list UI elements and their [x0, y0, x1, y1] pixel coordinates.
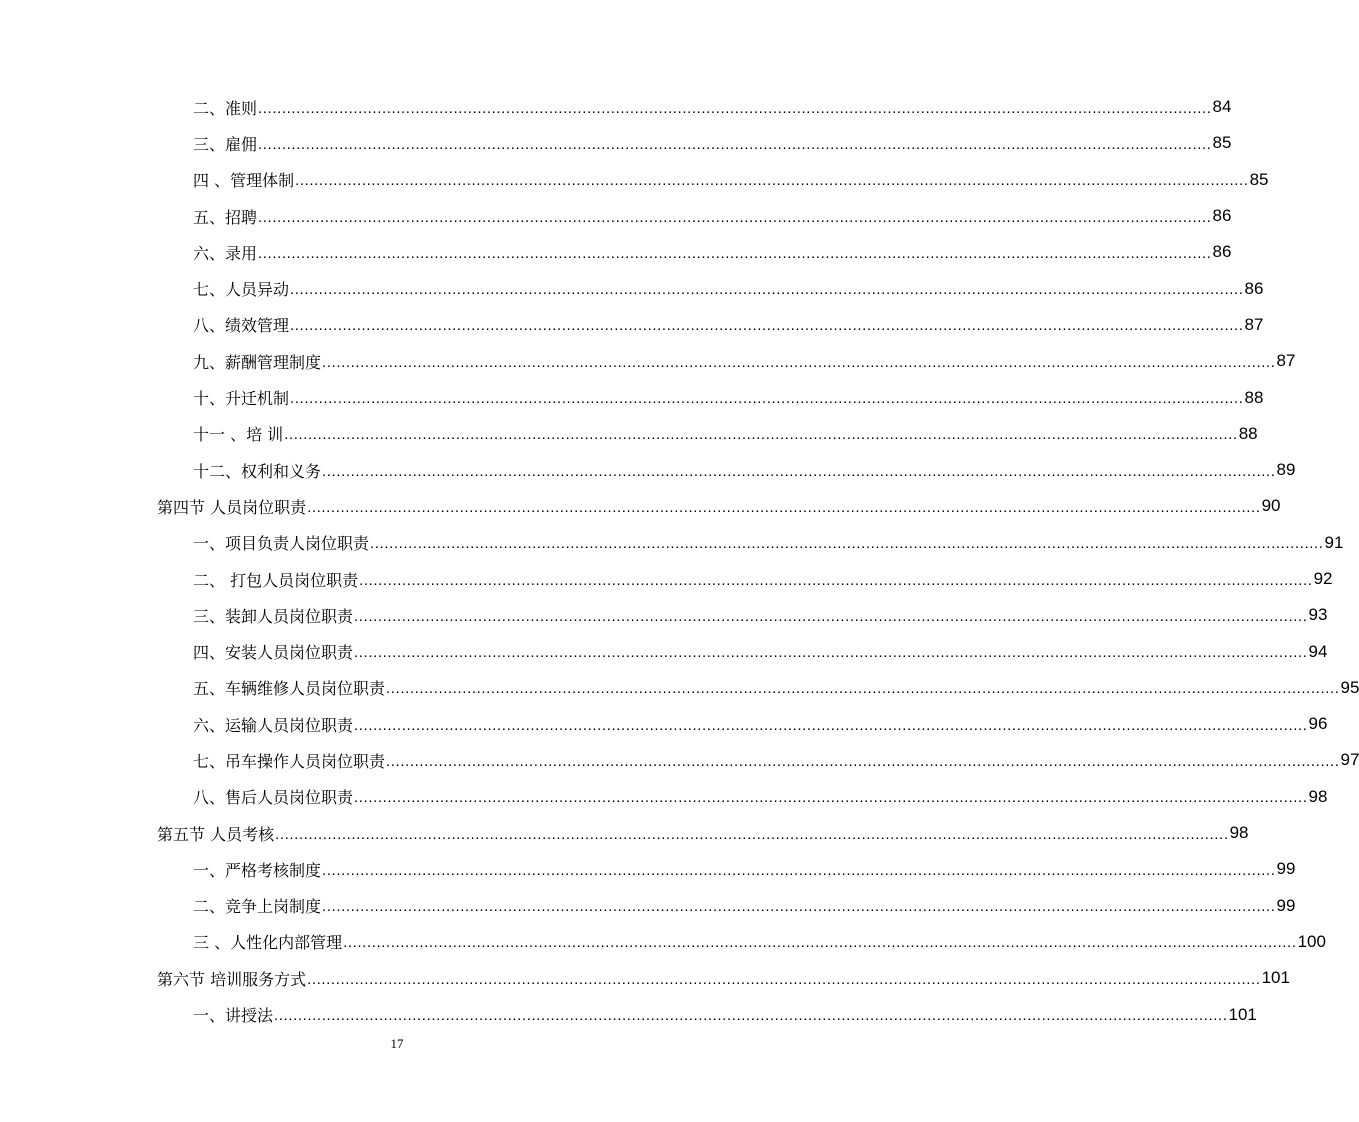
toc-entry[interactable] — [157, 888, 1296, 924]
toc-entry-page: 97 — [1340, 750, 1359, 770]
dot-leader: ........................................................................................................................................................................................................ — [307, 970, 1261, 988]
toc-entry-label: 八、售后人员岗位职责 — [193, 788, 354, 808]
toc-entry-label: 四、安装人员岗位职责 — [193, 643, 354, 663]
dot-leader: ........................................................................................................................................................................................................ — [354, 716, 1308, 734]
dot-leader: ........................................................................................................................................................................................................ — [258, 99, 1212, 117]
dot-leader: ........................................................................................................................................................................................................ — [343, 934, 1297, 952]
toc-entry-page: 101 — [1228, 1004, 1257, 1024]
toc-entry-page: 87 — [1244, 314, 1264, 334]
toc-entry-label: 三 、人性化内部管理 — [193, 933, 343, 953]
dot-leader: ........................................................................................................................................................................................................ — [322, 462, 1276, 480]
page-number: 17 — [390, 1036, 404, 1051]
toc-entry[interactable] — [157, 416, 1258, 452]
toc-entry-page: 94 — [1308, 641, 1328, 661]
toc-entry[interactable] — [157, 670, 1359, 706]
toc-entry[interactable] — [157, 162, 1269, 198]
toc-entry[interactable] — [157, 924, 1326, 960]
toc-entry-page: 88 — [1238, 423, 1258, 443]
toc-entry-label: 八、绩效管理 — [193, 316, 290, 336]
dot-leader: ........................................................................................................................................................................................................ — [322, 861, 1276, 879]
toc-entry-label: 七、人员异动 — [193, 280, 290, 300]
toc-entry-page: 87 — [1276, 351, 1296, 371]
dot-leader: ........................................................................................................................................................................................................ — [307, 498, 1261, 516]
toc-entry-page: 88 — [1244, 387, 1264, 407]
toc-entry-label: 第六节 培训服务方式 — [157, 969, 307, 989]
dot-leader: ........................................................................................................................................................................................................ — [274, 1007, 1228, 1025]
dot-leader: ........................................................................................................................................................................................................ — [354, 607, 1308, 625]
dot-leader: ........................................................................................................................................................................................................ — [290, 390, 1244, 408]
toc-entry[interactable] — [157, 488, 1281, 524]
toc-entry[interactable] — [157, 996, 1257, 1032]
toc-entry-label: 二、竞争上岗制度 — [193, 897, 322, 917]
toc-entry-label: 七、吊车操作人员岗位职责 — [193, 751, 386, 771]
toc-entry[interactable] — [157, 307, 1264, 343]
toc-entry-label: 二、 打包人员岗位职责 — [193, 570, 359, 590]
dot-leader: ........................................................................................................................................................................................................ — [354, 789, 1308, 807]
dot-leader: ........................................................................................................................................................................................................ — [354, 644, 1308, 662]
toc-entry[interactable] — [157, 270, 1264, 306]
toc-entry-label: 十、升迁机制 — [193, 389, 290, 409]
toc-entry-page: 86 — [1212, 206, 1232, 226]
dot-leader: ........................................................................................................................................................................................................ — [258, 135, 1212, 153]
dot-leader: ........................................................................................................................................................................................................ — [258, 244, 1212, 262]
toc-entry[interactable] — [157, 125, 1232, 161]
toc-entry-label: 二、准则 — [193, 98, 258, 118]
toc-entry-label: 六、录用 — [193, 243, 258, 263]
toc-entry-label: 第五节 人员考核 — [157, 824, 275, 844]
toc-entry-label: 十一 、培 训 — [193, 425, 284, 445]
toc-entry[interactable] — [157, 706, 1328, 742]
toc-entry[interactable] — [157, 89, 1232, 125]
toc-entry[interactable] — [157, 452, 1296, 488]
toc-entry-page: 93 — [1308, 605, 1328, 625]
toc-entry[interactable] — [157, 851, 1296, 887]
toc-entry-page: 89 — [1276, 460, 1296, 480]
toc-entry-label: 三、雇佣 — [193, 134, 258, 154]
toc-entry-page: 90 — [1261, 496, 1281, 516]
toc-entry[interactable] — [157, 597, 1328, 633]
toc-entry[interactable] — [157, 379, 1264, 415]
dot-leader: ........................................................................................................................................................................................................ — [386, 752, 1340, 770]
dot-leader: ........................................................................................................................................................................................................ — [290, 281, 1244, 299]
toc-entry-page: 85 — [1212, 133, 1232, 153]
toc-entry-page: 84 — [1212, 97, 1232, 117]
dot-leader: ........................................................................................................................................................................................................ — [284, 426, 1238, 444]
toc-entry[interactable] — [157, 343, 1296, 379]
toc-entry[interactable] — [157, 779, 1328, 815]
toc-entry-label: 第四节 人员岗位职责 — [157, 497, 307, 517]
toc-entry-page: 96 — [1308, 714, 1328, 734]
toc-entry[interactable] — [157, 742, 1359, 778]
toc-entry-page: 85 — [1249, 169, 1269, 189]
toc-entry[interactable] — [157, 960, 1290, 996]
dot-leader: ........................................................................................................................................................................................................ — [322, 353, 1276, 371]
toc-entry-page: 86 — [1244, 278, 1264, 298]
toc-entry-label: 九、薪酬管理制度 — [193, 352, 322, 372]
dot-leader: ........................................................................................................................................................................................................ — [275, 825, 1229, 843]
toc-entry-label: 五、招聘 — [193, 207, 258, 227]
toc-entry[interactable] — [157, 815, 1249, 851]
toc-entry[interactable] — [157, 525, 1344, 561]
toc-entry-page: 95 — [1340, 677, 1359, 697]
toc-entry[interactable] — [157, 561, 1333, 597]
dot-leader: ........................................................................................................................................................................................................ — [386, 680, 1340, 698]
dot-leader: ........................................................................................................................................................................................................ — [359, 571, 1313, 589]
toc-entry-label: 一、讲授法 — [193, 1006, 274, 1026]
toc-entry-label: 十二、权利和义务 — [193, 461, 322, 481]
toc-entry-page: 101 — [1261, 968, 1290, 988]
toc-entry-label: 一、项目负责人岗位职责 — [193, 534, 370, 554]
toc-entry[interactable] — [157, 198, 1232, 234]
dot-leader: ........................................................................................................................................................................................................ — [290, 317, 1244, 335]
dot-leader: ........................................................................................................................................................................................................ — [258, 208, 1212, 226]
toc-entry-page: 91 — [1324, 532, 1344, 552]
toc-entry-page: 86 — [1212, 242, 1232, 262]
toc-entry-page: 99 — [1276, 859, 1296, 879]
toc-entry-page: 100 — [1297, 931, 1326, 951]
dot-leader: ........................................................................................................................................................................................................ — [322, 898, 1276, 916]
toc-entry[interactable] — [157, 234, 1232, 270]
dot-leader: ........................................................................................................................................................................................................ — [370, 535, 1324, 553]
toc-entry-page: 99 — [1276, 895, 1296, 915]
toc-entry-label: 五、车辆维修人员岗位职责 — [193, 679, 386, 699]
toc-entry-label: 六、运输人员岗位职责 — [193, 715, 354, 735]
dot-leader: ........................................................................................................................................................................................................ — [295, 172, 1249, 190]
table-of-contents — [157, 89, 1359, 1033]
toc-entry-label: 四 、管理体制 — [193, 171, 295, 191]
toc-entry-label: 三、装卸人员岗位职责 — [193, 606, 354, 626]
toc-entry-label: 一、严格考核制度 — [193, 860, 322, 880]
toc-entry-page: 98 — [1308, 786, 1328, 806]
toc-entry[interactable] — [157, 633, 1328, 669]
toc-entry-page: 92 — [1313, 569, 1333, 588]
toc-entry-page: 98 — [1229, 823, 1249, 843]
